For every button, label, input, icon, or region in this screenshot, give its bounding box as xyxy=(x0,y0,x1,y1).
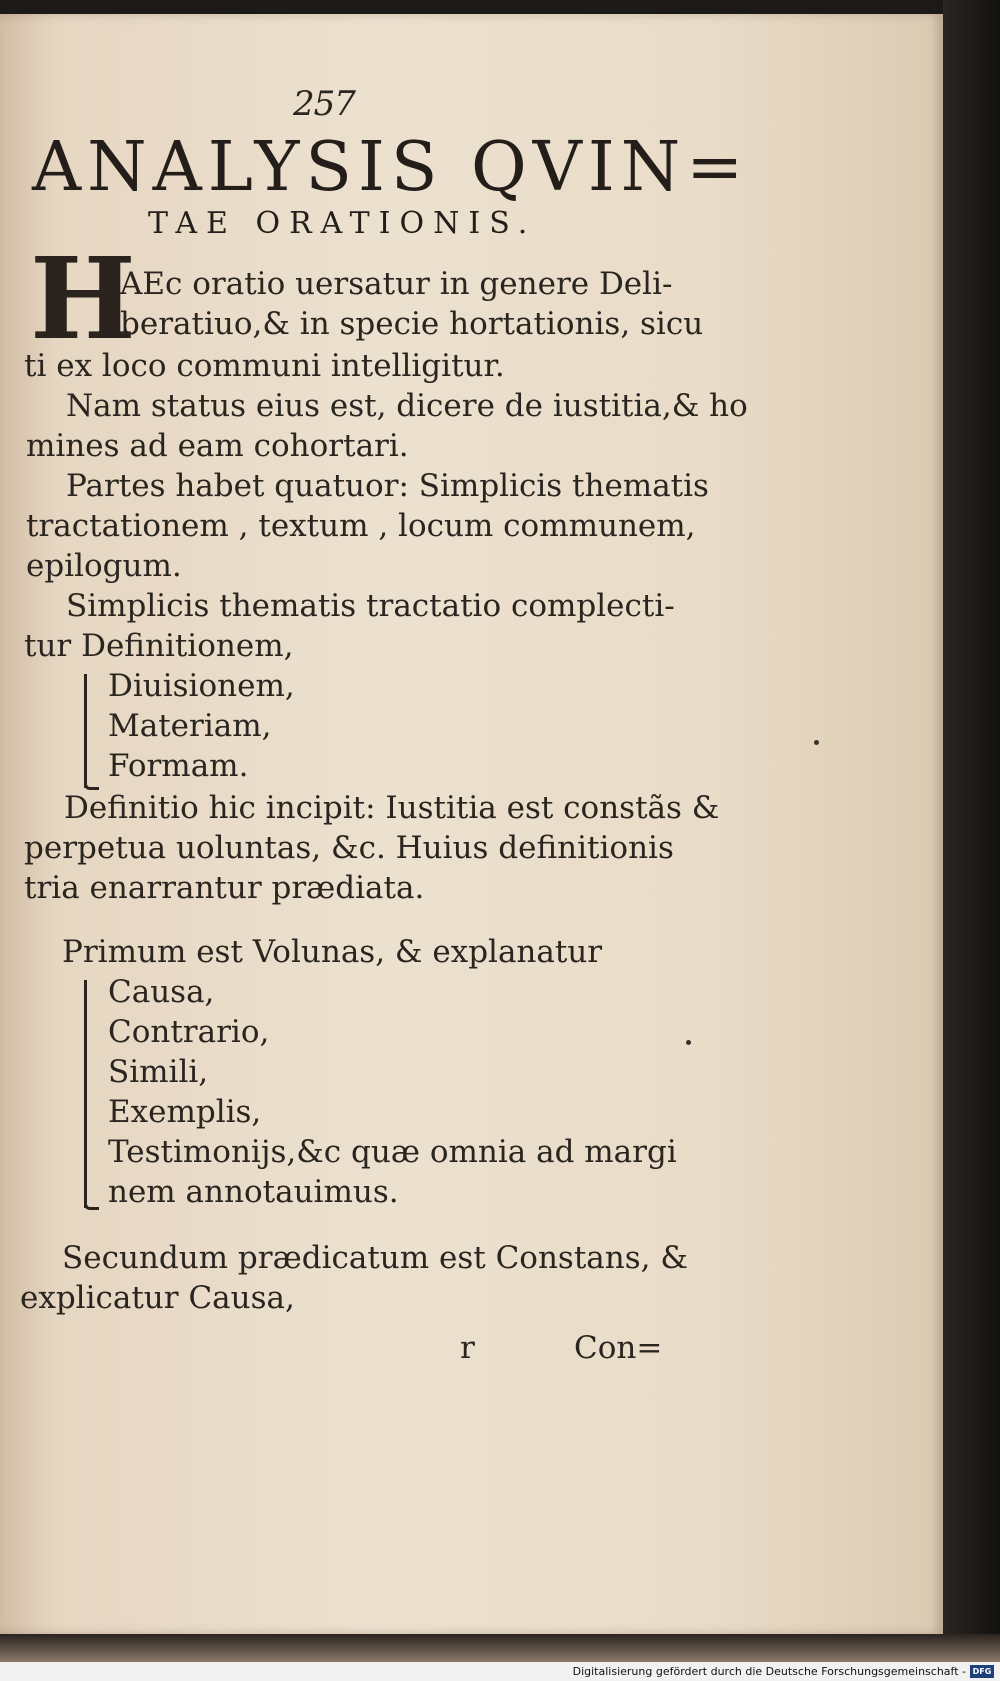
list-item: Testimonijs,&c quæ omnia ad margi xyxy=(108,1134,677,1170)
text-line: Definitio hic incipit: Iustitia est constãs & xyxy=(64,790,720,826)
scan-bottom-edge xyxy=(0,1634,1000,1662)
page-title: ANALYSIS QVIN= xyxy=(32,128,750,207)
ink-speck xyxy=(686,1040,691,1045)
text-line: tur Definitionem, xyxy=(24,628,294,664)
text-line: ti ex loco communi intelligitur. xyxy=(24,348,505,384)
page-title-continued: TAE ORATIONIS. xyxy=(148,206,537,241)
text-line: Partes habet quatuor: Simplicis thematis xyxy=(66,468,709,504)
text-line: epilogum. xyxy=(26,548,182,584)
text-line: tria enarrantur prædiata. xyxy=(24,870,425,906)
list-item: nem annotauimus. xyxy=(108,1174,399,1210)
list-item: Exemplis, xyxy=(108,1094,262,1130)
text-line: Nam status eius est, dicere de iustitia,& ho xyxy=(66,388,748,424)
signature-mark: r xyxy=(460,1330,475,1366)
footer-bar xyxy=(0,1662,1000,1681)
text-line: Primum est Volunas, & explanatur xyxy=(62,934,603,970)
text-line: explicatur Causa, xyxy=(20,1280,295,1316)
text-line: beratiuo,& in specie hortationis, sicu xyxy=(120,306,704,342)
list-item: Materiam, xyxy=(108,708,272,744)
ink-speck xyxy=(814,740,819,745)
catchword: Con= xyxy=(574,1330,663,1366)
text-line: perpetua uoluntas, &c. Huius definitionis xyxy=(24,830,674,866)
text-line: Simplicis thematis tractatio complecti- xyxy=(66,588,675,624)
text-line: mines ad eam cohortari. xyxy=(26,428,409,464)
list-item: Diuisionem, xyxy=(108,668,295,704)
list-brace xyxy=(84,980,87,1208)
page-number: 257 xyxy=(293,84,355,124)
list-brace xyxy=(84,674,87,788)
drop-cap: H xyxy=(30,234,136,365)
page-edge-shadow xyxy=(943,0,1000,1681)
list-item: Contrario, xyxy=(108,1014,270,1050)
footer-credit: Digitalisierung gefördert durch die Deutsche Forschungsgemeinschaft - xyxy=(572,1665,966,1678)
list-item: Simili, xyxy=(108,1054,209,1090)
text-line: Secundum prædicatum est Constans, & xyxy=(62,1240,688,1276)
list-item: Formam. xyxy=(108,748,249,784)
text-line: tractationem , textum , locum communem, xyxy=(26,508,696,544)
dfg-logo-icon: DFG xyxy=(970,1665,994,1678)
list-item: Causa, xyxy=(108,974,215,1010)
text-line: AEc oratio uersatur in genere Deli- xyxy=(120,266,673,302)
